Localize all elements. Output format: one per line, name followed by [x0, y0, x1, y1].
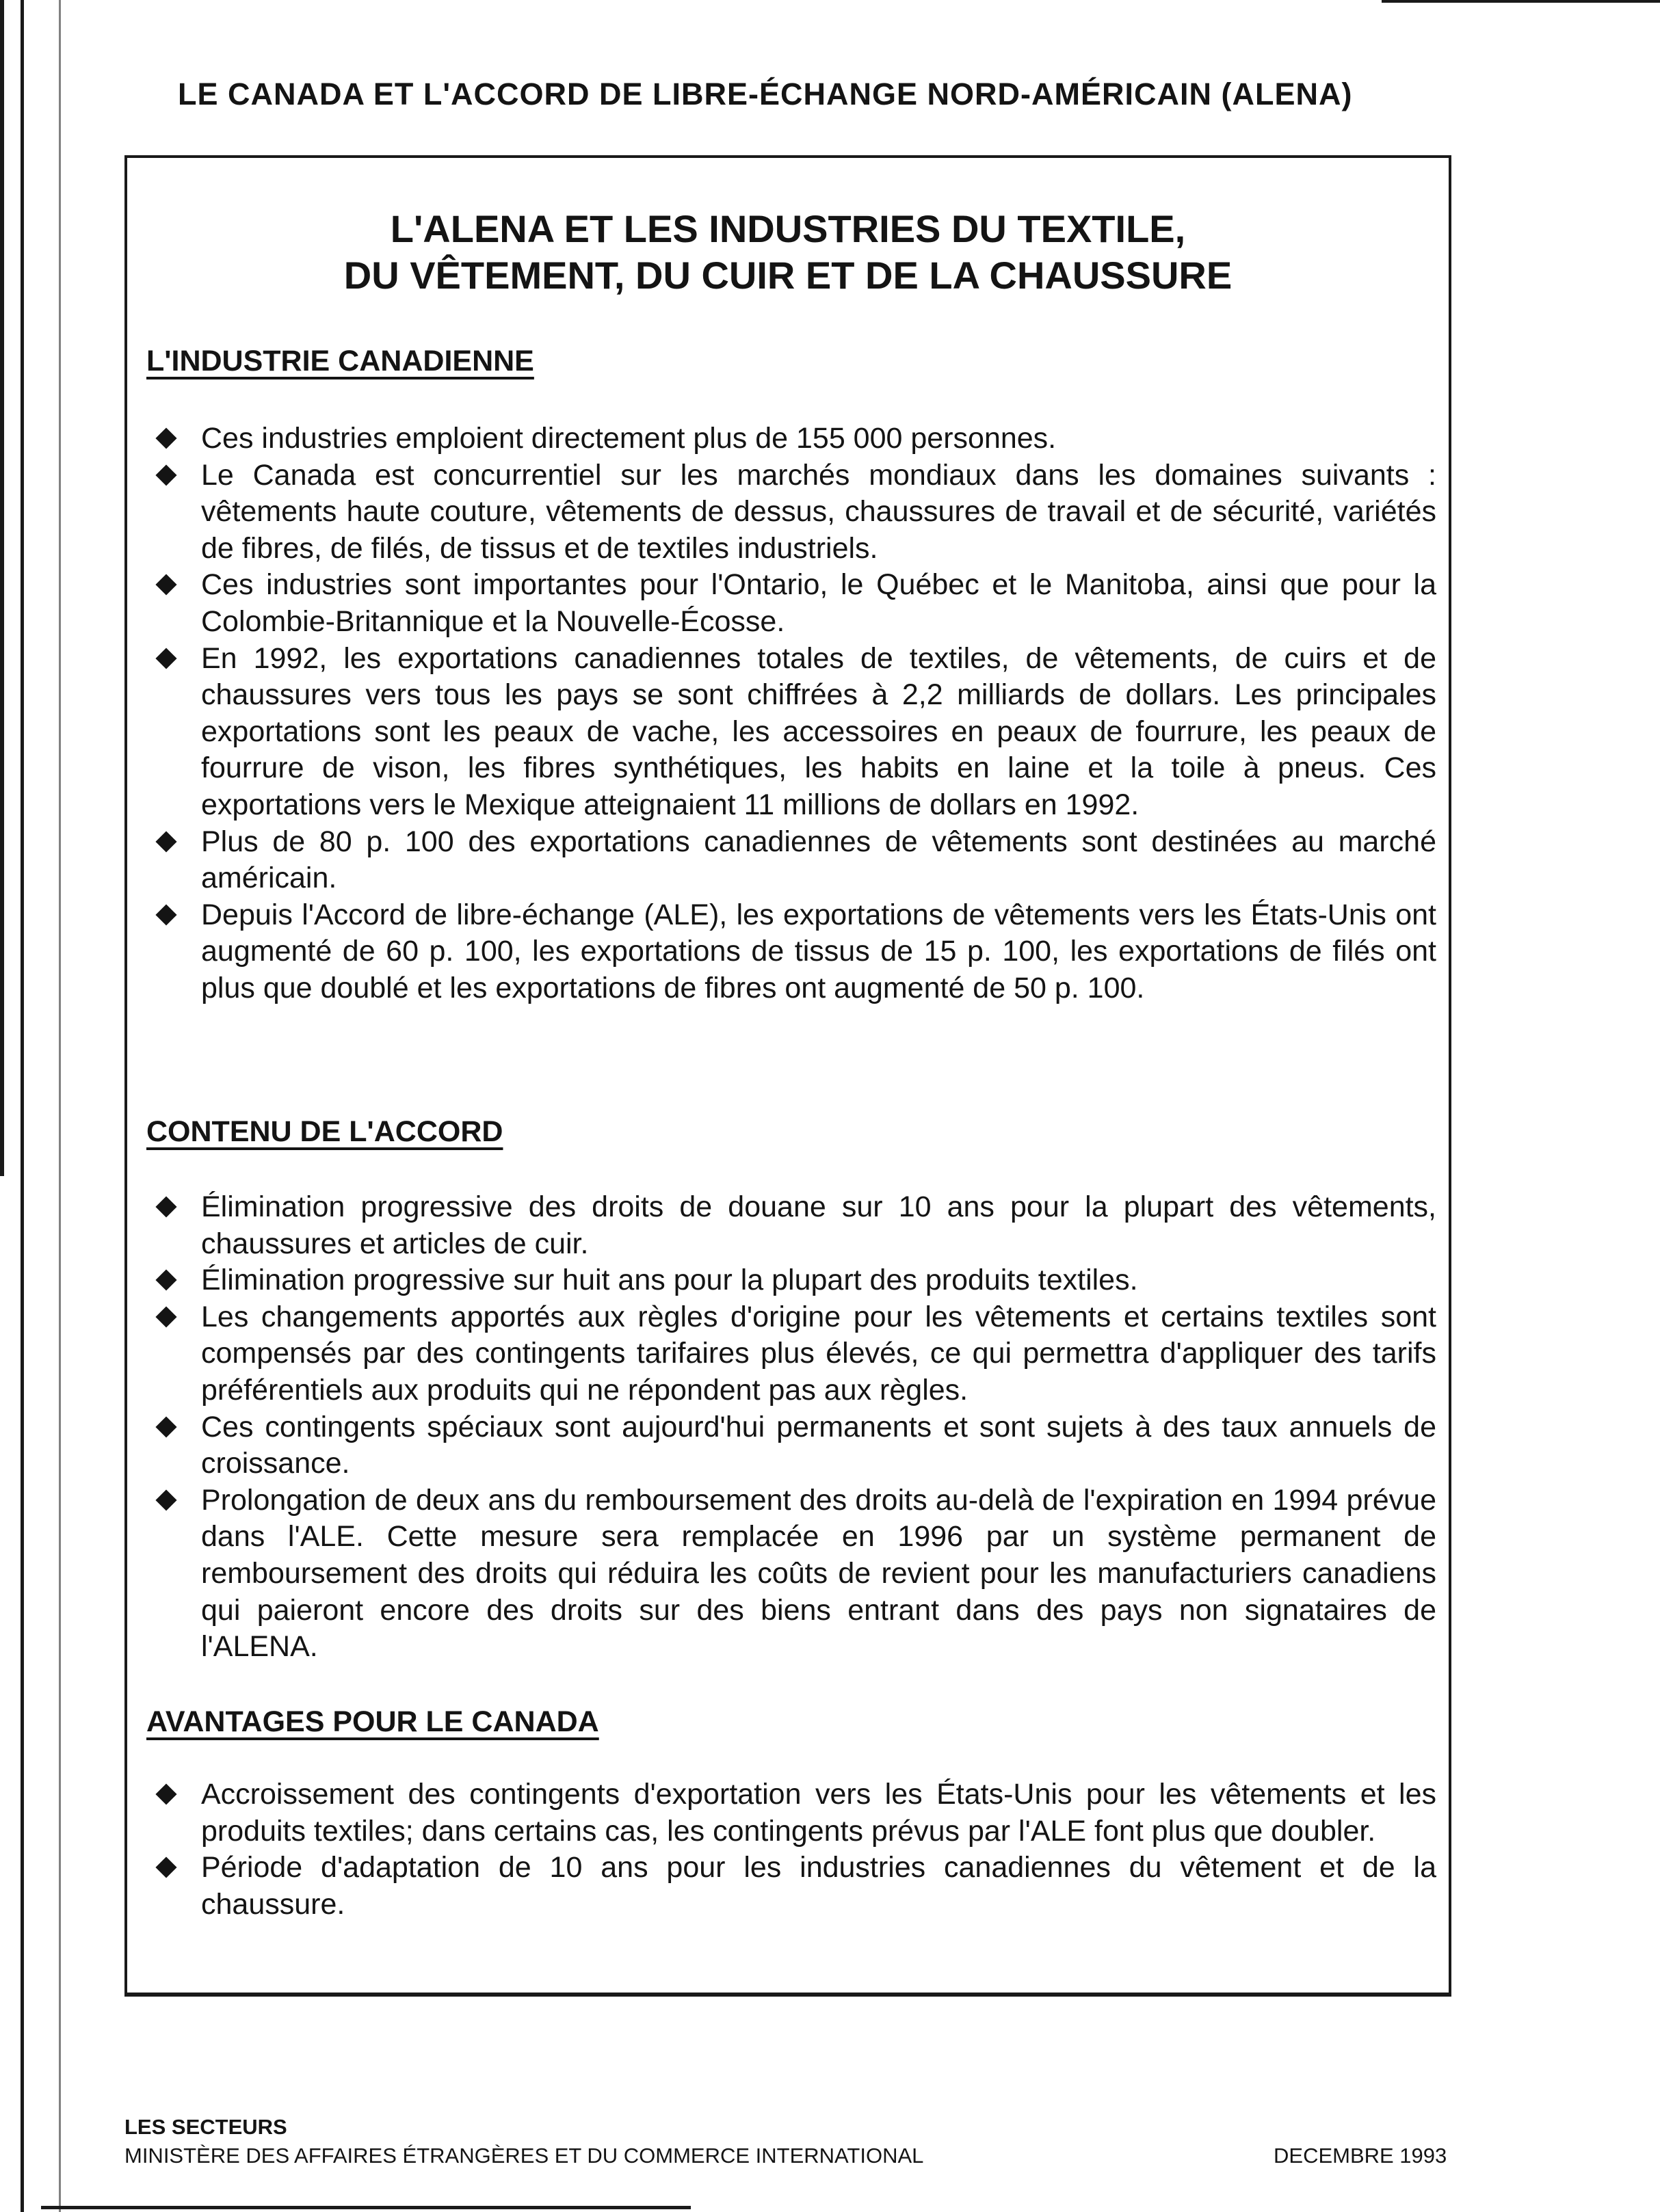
scan-edge-top — [1382, 0, 1660, 3]
scan-edge-left-inner — [59, 0, 61, 2212]
diamond-bullet-icon — [155, 1306, 176, 1327]
list-item — [146, 1482, 1436, 1666]
list-item-text: Prolongation de deux ans du remboursement des droits au-delà de l'expiration en 1994 prévue dans l'ALE. Cette mesure sera remplacée en 1996 par un système permanent de remboursement des droits qui réduira les coûts de revient pour les manufacturiers canadiens qui paieront encore des droits sur des biens entrant dans des pays non signataires de l'ALENA. — [201, 1483, 1436, 1664]
footer-date: DECEMBRE 1993 — [1274, 2144, 1447, 2168]
list-item — [146, 457, 1436, 568]
list-item — [146, 1409, 1436, 1482]
list-item — [146, 897, 1436, 1007]
list-item — [146, 1850, 1436, 1923]
footer-series: LES SECTEURS — [124, 2115, 287, 2139]
scan-edge-left — [21, 0, 24, 2212]
list-item-text: Élimination progressive sur huit ans pour la plupart des produits textiles. — [201, 1264, 1138, 1297]
list-item-text: Plus de 80 p. 100 des exportations canadiennes de vêtements sont destinées au marché américain. — [201, 825, 1436, 895]
document-title — [127, 206, 1449, 299]
section-heading-industrie: L'INDUSTRIE CANADIENNE — [146, 345, 534, 377]
list-item — [146, 824, 1436, 897]
list-item — [146, 421, 1436, 457]
diamond-bullet-icon — [155, 831, 176, 852]
diamond-bullet-icon — [155, 464, 176, 485]
diamond-bullet-icon — [155, 1857, 176, 1878]
diamond-bullet-icon — [155, 427, 176, 449]
bullet-list-industrie — [146, 421, 1436, 1007]
list-item-text: Les changements apportés aux règles d'origine pour les vêtements et certains textiles sont compensés par des contingents tarifaires plus élevés, ce qui permettra d'appliquer des tarifs préférentiels aux produits qui ne répondent pas aux règles. — [201, 1300, 1436, 1407]
page-header-title: LE CANADA ET L'ACCORD DE LIBRE-ÉCHANGE NORD-AMÉRICAIN (ALENA) — [178, 77, 1353, 111]
list-item-text: Période d'adaptation de 10 ans pour les industries canadiennes du vêtement et de la chaussure. — [201, 1851, 1436, 1921]
list-item-text: Depuis l'Accord de libre-échange (ALE), les exportations de vêtements vers les États-Unis ont augmenté de 60 p. 100, les exportations de tissus de 15 p. 100, les exportations de filés ont plus que doublé et les exportations de fibres ont augmenté de 50 p. 100. — [201, 898, 1436, 1004]
section-heading-contenu: CONTENU DE L'ACCORD — [146, 1115, 503, 1148]
diamond-bullet-icon — [155, 1270, 176, 1291]
list-item — [146, 641, 1436, 824]
list-item-text: En 1992, les exportations canadiennes totales de textiles, de vêtements, de cuirs et de chaussures vers tous les pays se sont chiffrées à 2,2 milliards de dollars. Les principales exportations sont les peaux de vache, les accessoires en peaux de fourrure, les peaux de fourrure de vison, les fibres synthétiques, les habits en laine et la toile à pneus. Ces exportations vers le Mexique atteignaient 11 millions de dollars en 1992. — [201, 641, 1436, 821]
list-item-text: Ces industries sont importantes pour l'Ontario, le Québec et le Manitoba, ainsi que pour la Colombie-Britannique et la Nouvelle-Écosse. — [201, 568, 1436, 638]
section-heading-avantages: AVANTAGES POUR LE CANADA — [146, 1705, 599, 1738]
diamond-bullet-icon — [155, 648, 176, 669]
list-item-text: Élimination progressive des droits de douane sur 10 ans pour la plupart des vêtements, chaussures et articles de cuir. — [201, 1190, 1436, 1260]
list-item — [146, 1299, 1436, 1409]
list-item-text: Le Canada est concurrentiel sur les marchés mondiaux dans les domaines suivants : vêtements haute couture, vêtements de dessus, chaussures de travail et de sécurité, variétés de fibres, de filés, de tissus et de textiles industriels. — [201, 458, 1436, 565]
diamond-bullet-icon — [155, 574, 176, 596]
diamond-bullet-icon — [155, 1783, 176, 1804]
list-item — [146, 567, 1436, 640]
list-item-text: Ces industries emploient directement plus de 155 000 personnes. — [201, 422, 1057, 455]
list-item — [146, 1776, 1436, 1850]
list-item — [146, 1189, 1436, 1262]
diamond-bullet-icon — [155, 1196, 176, 1217]
list-item-text: Ces contingents spéciaux sont aujourd'hui permanents et sont sujets à des taux annuels de croissance. — [201, 1410, 1436, 1480]
scan-edge-left-outer — [0, 0, 4, 1176]
footer-ministry: MINISTÈRE DES AFFAIRES ÉTRANGÈRES ET DU COMMERCE INTERNATIONAL — [124, 2144, 924, 2168]
list-item — [146, 1262, 1436, 1299]
scan-edge-bottom — [41, 2206, 691, 2209]
content-box — [124, 155, 1451, 1997]
bullet-list-contenu — [146, 1189, 1436, 1666]
diamond-bullet-icon — [155, 1489, 176, 1510]
diamond-bullet-icon — [155, 1416, 176, 1437]
document-title-line-2: DU VÊTEMENT, DU CUIR ET DE LA CHAUSSURE — [343, 254, 1233, 297]
diamond-bullet-icon — [155, 904, 176, 925]
document-title-line-1: L'ALENA ET LES INDUSTRIES DU TEXTILE, — [390, 207, 1186, 250]
list-item-text: Accroissement des contingents d'exportation vers les États-Unis pour les vêtements et les produits textiles; dans certains cas, les contingents prévus par l'ALE font plus que doubler. — [201, 1778, 1436, 1848]
bullet-list-avantages — [146, 1776, 1436, 1923]
